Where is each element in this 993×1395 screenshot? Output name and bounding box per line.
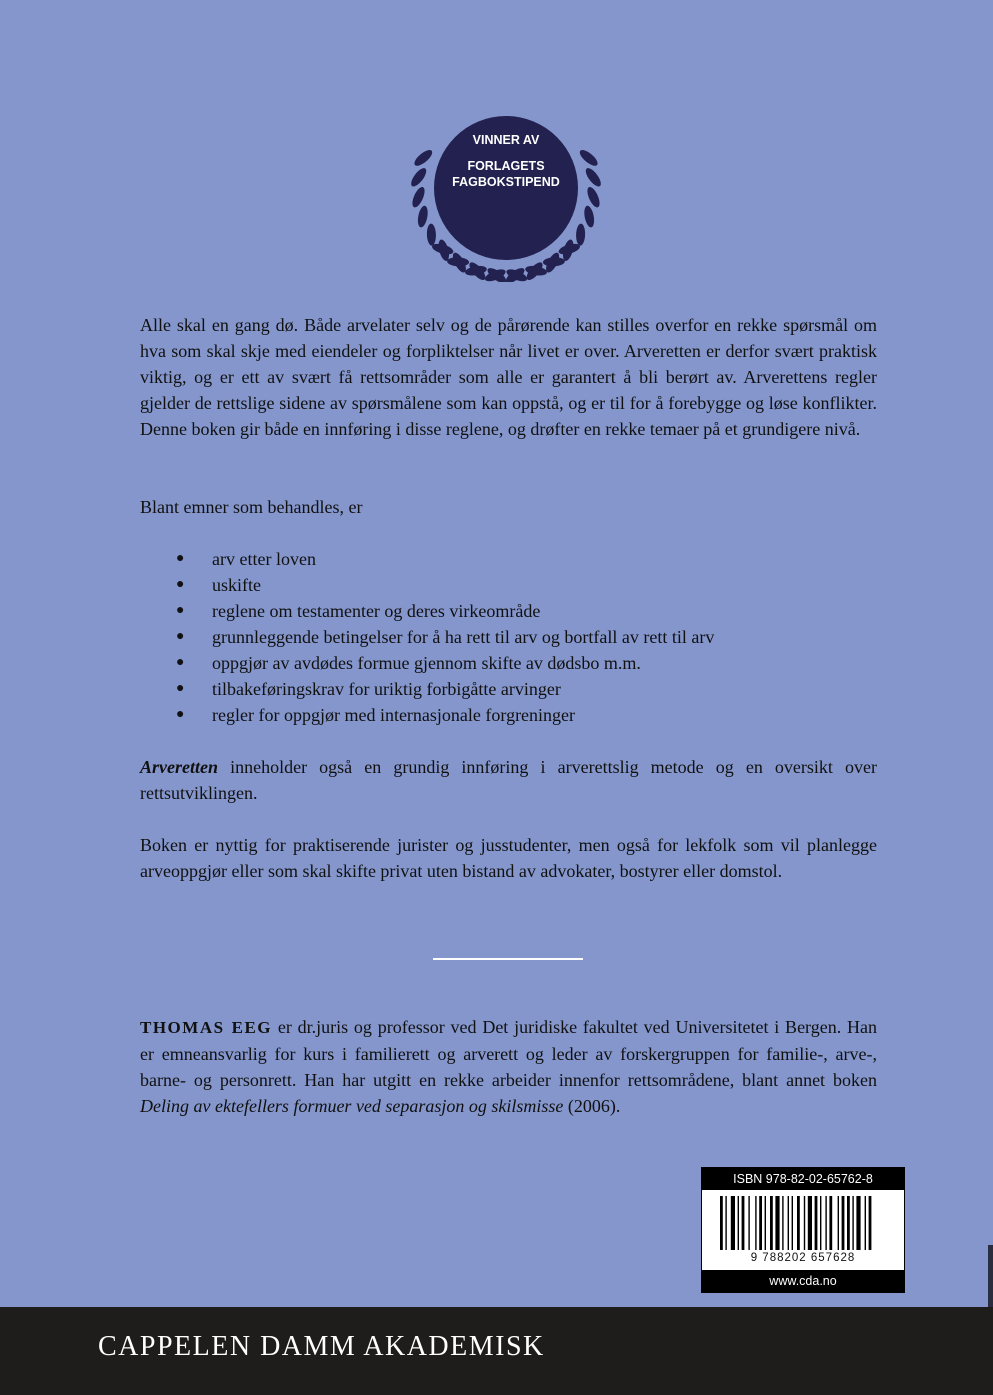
- intro-paragraph: Alle skal en gang dø. Både arvelater selv og de pårørende kan stilles overfor en rekke spørsmål om hva som skal skje med eiendeler og forpliktelser når livet er over. Arveretten er derfor svært praktisk viktig, og er ett av svært få rettsområder som alle er garantert å bli berørt av. Arverettens regler gjelder de rettslige sidene av spørsmålene som kan oppstå, og er til for å forebygge og løse konflikter. Denne boken gir både en innføring i disse reglene, og drøfter en rekke temaer på et grundigere nivå.: [140, 315, 877, 439]
- list-item: ● uskifte: [140, 572, 877, 598]
- list-item: ● reglene om testamenter og deres virkeområde: [140, 598, 877, 624]
- barcode-number: 9 788202 657628: [750, 1252, 856, 1264]
- topics-lead: Blant emner som behandles, er: [140, 497, 363, 517]
- list-item: ● tilbakeføringskrav for uriktig forbigåtte arvinger: [140, 676, 877, 702]
- isbn-barcode: [701, 1167, 905, 1293]
- bullet-icon: ●: [176, 629, 185, 644]
- list-item: ● arv etter loven: [140, 546, 877, 572]
- bullet-icon: ●: [176, 551, 185, 566]
- website-label: www.cda.no: [702, 1270, 904, 1292]
- bullet-icon: ●: [176, 577, 185, 592]
- spine-edge: [988, 1245, 993, 1307]
- bullet-icon: ●: [176, 655, 185, 670]
- barcode-icon: [716, 1196, 892, 1252]
- divider: [433, 958, 583, 960]
- badge-subtitle-1: FORLAGETS: [467, 159, 545, 173]
- method-paragraph: Arveretten inneholder også en grundig innføring i arverettslig metode og en oversikt over rettsutviklingen.: [140, 757, 877, 803]
- list-item: ● regler for oppgjør med internasjonale forgreninger: [140, 702, 877, 728]
- bullet-icon: ●: [176, 603, 185, 618]
- publisher-band: [0, 1307, 993, 1395]
- book-title: Arveretten: [140, 757, 218, 777]
- list-item: ● oppgjør av avdødes formue gjennom skifte av dødsbo m.m.: [140, 650, 877, 676]
- audience-paragraph: Boken er nyttig for praktiserende jurister og jusstudenter, men også for lekfolk som vil planlegge arveoppgjør eller som skal skifte privat uten bistand av advokater, bostyrer eller domstol.: [140, 835, 877, 881]
- bullet-icon: ●: [176, 681, 185, 696]
- list-item: ● grunnleggende betingelser for å ha rett til arv og bortfall av rett til arv: [140, 624, 877, 650]
- topics-list: [140, 546, 877, 728]
- author-name: THOMAS EEG: [140, 1018, 273, 1037]
- isbn-label: ISBN 978-82-02-65762-8: [702, 1168, 904, 1190]
- badge-title: VINNER AV: [472, 133, 540, 147]
- previous-book-title: Deling av ektefellers formuer ved separasjon og skilsmisse: [140, 1096, 564, 1116]
- publisher-logo: CAPPELEN DAMM AKADEMISK: [98, 1331, 545, 1362]
- award-badge: [398, 96, 614, 282]
- badge-subtitle-2: FAGBOKSTIPEND: [452, 175, 560, 189]
- author-bio: THOMAS EEG er dr.juris og professor ved Det juridiske fakultet ved Universitetet i Bergen. Han er emneansvarlig for kurs i familierett og arverett og leder av forskergruppen for familie-, arve-, barne- og personrett. Han har utgitt en rekke arbeider innenfor rettsområdene, blant annet boken Deling av ektefellers formuer ved separasjon og skilsmisse (2006).: [140, 1017, 878, 1116]
- bullet-icon: ●: [176, 707, 185, 722]
